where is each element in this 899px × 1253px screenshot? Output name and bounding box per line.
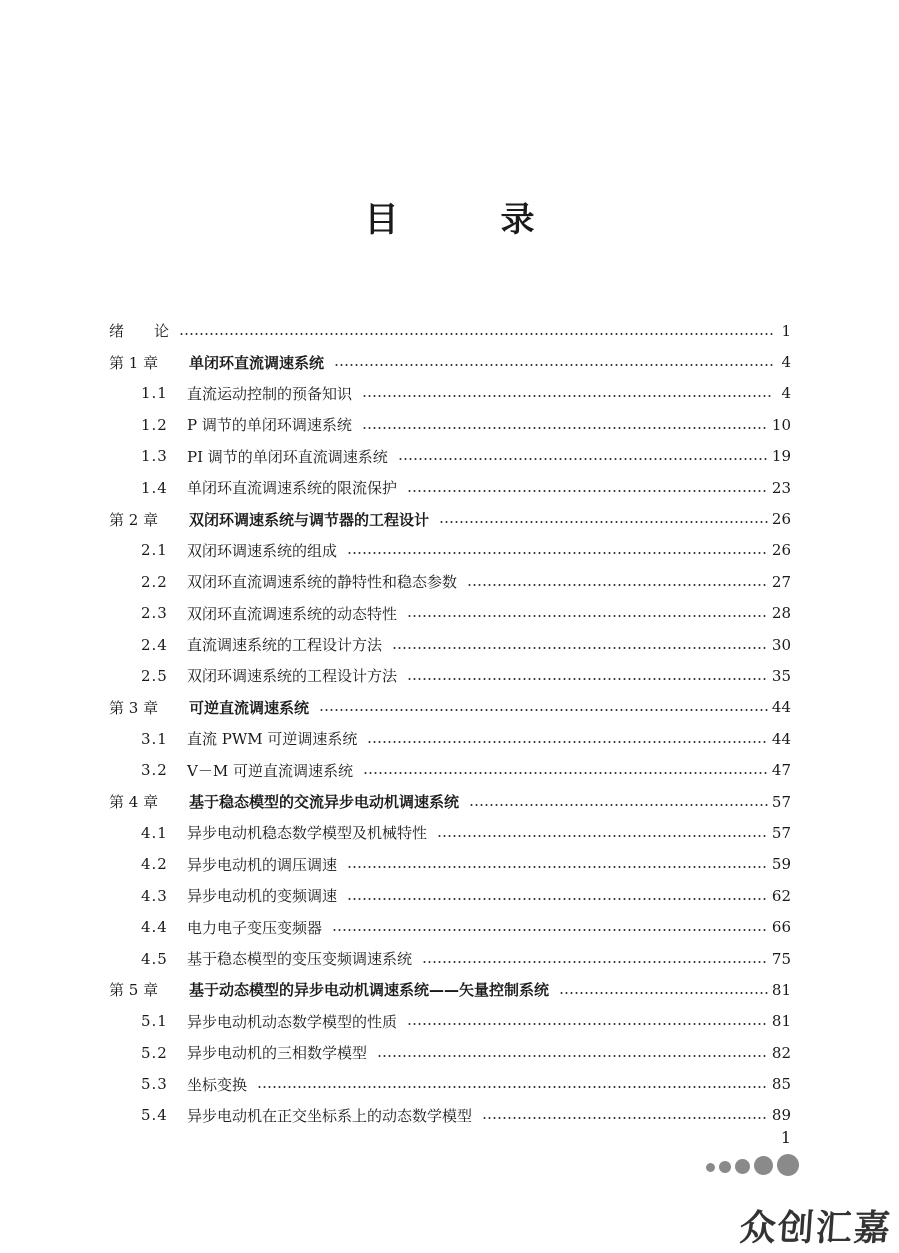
toc-leader-dots bbox=[407, 678, 768, 680]
toc-label: 双闭环直流调速系统的静特性和稳态参数 bbox=[187, 573, 458, 592]
toc-chapter-row[interactable] bbox=[109, 974, 791, 1005]
toc-chapter-row[interactable] bbox=[109, 346, 791, 377]
deco-dot bbox=[754, 1156, 773, 1175]
toc-number: 2.4 bbox=[141, 635, 168, 654]
toc-page: 30 bbox=[771, 635, 791, 654]
toc-number: 4.1 bbox=[141, 823, 168, 842]
toc-label: 双闭环直流调速系统的动态特性 bbox=[187, 604, 398, 623]
toc-leader-dots bbox=[319, 709, 768, 711]
toc-leader-dots bbox=[332, 929, 768, 931]
toc-leader-dots bbox=[422, 961, 768, 963]
toc-number: 5.4 bbox=[141, 1106, 168, 1125]
toc-number: 3.2 bbox=[141, 761, 168, 780]
toc-page: 1 bbox=[781, 321, 791, 340]
toc-label: 双闭环调速系统与调节器的工程设计 bbox=[189, 510, 430, 529]
toc-leader-dots bbox=[179, 333, 773, 335]
table-of-contents bbox=[109, 315, 791, 1131]
toc-label: PI 调节的单闭环直流调速系统 bbox=[187, 447, 388, 466]
toc-label: 异步电动机稳态数学模型及机械特性 bbox=[187, 824, 428, 843]
toc-label: 基于稳态模型的变压变频调速系统 bbox=[187, 950, 413, 968]
toc-section-row[interactable] bbox=[109, 378, 791, 409]
toc-number: 第 2 章 bbox=[109, 510, 159, 529]
toc-label: 异步电动机动态数学模型的性质 bbox=[187, 1012, 398, 1031]
toc-leader-dots bbox=[334, 364, 773, 366]
toc-page: 44 bbox=[771, 729, 791, 748]
toc-leader-dots bbox=[347, 866, 768, 868]
toc-label: 双闭环调速系统的工程设计方法 bbox=[187, 667, 398, 686]
toc-label: 基于动态模型的异步电动机调速系统——矢量控制系统 bbox=[189, 981, 550, 1000]
toc-intro-row[interactable] bbox=[109, 315, 791, 346]
toc-leader-dots bbox=[559, 992, 768, 994]
toc-section-row[interactable] bbox=[109, 472, 791, 503]
page-title: 目 录 bbox=[364, 200, 569, 240]
toc-label: 异步电动机的变频调速 bbox=[187, 887, 338, 906]
deco-dot bbox=[706, 1163, 715, 1172]
toc-label: 单闭环直流调速系统的限流保护 bbox=[187, 479, 398, 498]
toc-label: 双闭环调速系统的组成 bbox=[187, 541, 338, 560]
toc-page: 82 bbox=[771, 1043, 791, 1062]
toc-section-row[interactable] bbox=[109, 566, 791, 597]
toc-leader-dots bbox=[482, 1117, 768, 1119]
toc-label: 绪 论 bbox=[109, 322, 170, 341]
toc-label: 异步电动机的三相数学模型 bbox=[187, 1044, 368, 1063]
toc-section-row[interactable] bbox=[109, 911, 791, 942]
toc-leader-dots bbox=[467, 584, 768, 586]
toc-leader-dots bbox=[367, 741, 768, 743]
toc-number: 3.1 bbox=[141, 729, 168, 748]
toc-label: 直流 PWM 可逆调速系统 bbox=[187, 730, 358, 749]
toc-page: 66 bbox=[771, 918, 791, 937]
toc-page: 62 bbox=[771, 886, 791, 905]
toc-page: 35 bbox=[771, 666, 791, 685]
toc-leader-dots bbox=[392, 647, 768, 649]
toc-page: 28 bbox=[771, 604, 791, 623]
toc-number: 4.3 bbox=[141, 886, 168, 905]
toc-number: 1.1 bbox=[141, 384, 168, 403]
toc-number: 4.2 bbox=[141, 855, 168, 874]
toc-label: P 调节的单闭环调速系统 bbox=[187, 416, 352, 435]
toc-section-row[interactable] bbox=[109, 598, 791, 629]
toc-section-row[interactable] bbox=[109, 817, 791, 848]
toc-page: 81 bbox=[771, 1012, 791, 1031]
toc-number: 4.5 bbox=[141, 949, 168, 968]
toc-section-row[interactable] bbox=[109, 1037, 791, 1068]
toc-page: 57 bbox=[771, 792, 791, 811]
toc-page: 57 bbox=[771, 823, 791, 842]
toc-number: 2.2 bbox=[141, 572, 168, 591]
toc-section-row[interactable] bbox=[109, 441, 791, 472]
toc-leader-dots bbox=[377, 1055, 768, 1057]
toc-label: 基于稳态模型的交流异步电动机调速系统 bbox=[189, 793, 460, 812]
toc-leader-dots bbox=[363, 772, 768, 774]
toc-number: 5.2 bbox=[141, 1043, 168, 1062]
toc-section-row[interactable] bbox=[109, 629, 791, 660]
toc-label: V－M 可逆直流调速系统 bbox=[187, 761, 353, 780]
toc-section-row[interactable] bbox=[109, 943, 791, 974]
toc-page: 59 bbox=[771, 855, 791, 874]
toc-label: 单闭环直流调速系统 bbox=[189, 353, 325, 372]
toc-page: 27 bbox=[771, 572, 791, 591]
toc-number: 2.5 bbox=[141, 666, 168, 685]
toc-number: 5.3 bbox=[141, 1075, 168, 1094]
toc-leader-dots bbox=[407, 615, 768, 617]
toc-page: 19 bbox=[771, 447, 791, 466]
deco-dot bbox=[719, 1161, 731, 1173]
toc-number: 第 5 章 bbox=[109, 981, 159, 1000]
deco-dot bbox=[735, 1159, 750, 1174]
toc-label: 直流运动控制的预备知识 bbox=[187, 384, 353, 403]
toc-leader-dots bbox=[398, 458, 768, 460]
toc-label: 异步电动机在正交坐标系上的动态数学模型 bbox=[187, 1106, 473, 1125]
toc-page: 4 bbox=[781, 384, 791, 403]
toc-section-row[interactable] bbox=[109, 880, 791, 911]
toc-chapter-row[interactable] bbox=[109, 503, 791, 534]
toc-leader-dots bbox=[257, 1086, 768, 1088]
toc-number: 1.2 bbox=[141, 415, 168, 434]
toc-leader-dots bbox=[362, 427, 768, 429]
toc-page: 10 bbox=[771, 415, 791, 434]
toc-leader-dots bbox=[347, 552, 768, 554]
toc-number: 第 3 章 bbox=[109, 698, 159, 717]
page-number: 1 bbox=[780, 1128, 791, 1147]
toc-page: 4 bbox=[781, 353, 791, 372]
toc-section-row[interactable] bbox=[109, 1006, 791, 1037]
toc-leader-dots bbox=[362, 395, 773, 397]
toc-number: 5.1 bbox=[141, 1012, 168, 1031]
toc-leader-dots bbox=[407, 1023, 768, 1025]
toc-chapter-row[interactable] bbox=[109, 786, 791, 817]
toc-label: 可逆直流调速系统 bbox=[189, 698, 310, 717]
toc-page: 26 bbox=[771, 510, 791, 529]
toc-section-row[interactable] bbox=[109, 754, 791, 785]
toc-section-row[interactable] bbox=[109, 409, 791, 440]
toc-section-row[interactable] bbox=[109, 849, 791, 880]
toc-label: 电力电子变压变频器 bbox=[187, 918, 323, 937]
toc-leader-dots bbox=[439, 521, 768, 523]
toc-page: 23 bbox=[771, 478, 791, 497]
toc-page: 85 bbox=[771, 1075, 791, 1094]
toc-leader-dots bbox=[347, 898, 768, 900]
toc-leader-dots bbox=[407, 490, 768, 492]
toc-label: 直流调速系统的工程设计方法 bbox=[187, 636, 383, 655]
toc-page: 26 bbox=[771, 541, 791, 560]
toc-number: 2.1 bbox=[141, 541, 168, 560]
toc-label: 坐标变换 bbox=[187, 1075, 248, 1094]
toc-page: 81 bbox=[771, 980, 791, 999]
toc-number: 1.3 bbox=[141, 447, 168, 466]
toc-number: 1.4 bbox=[141, 478, 168, 497]
toc-section-row[interactable] bbox=[109, 1068, 791, 1099]
toc-number: 4.4 bbox=[141, 918, 168, 937]
deco-dot bbox=[777, 1154, 799, 1176]
toc-leader-dots bbox=[437, 835, 768, 837]
toc-section-row[interactable] bbox=[109, 660, 791, 691]
toc-chapter-row[interactable] bbox=[109, 692, 791, 723]
toc-number: 第 4 章 bbox=[109, 793, 159, 812]
toc-leader-dots bbox=[469, 804, 768, 806]
toc-page: 47 bbox=[771, 761, 791, 780]
toc-number: 第 1 章 bbox=[109, 353, 159, 372]
toc-page: 44 bbox=[771, 698, 791, 717]
watermark-logo: 众创汇嘉 bbox=[738, 1208, 894, 1249]
toc-page: 75 bbox=[771, 949, 791, 968]
toc-section-row[interactable] bbox=[109, 1100, 791, 1131]
toc-section-row[interactable] bbox=[109, 723, 791, 754]
toc-number: 2.3 bbox=[141, 604, 168, 623]
toc-page: 89 bbox=[771, 1106, 791, 1125]
toc-label: 异步电动机的调压调速 bbox=[187, 855, 338, 874]
toc-section-row[interactable] bbox=[109, 535, 791, 566]
